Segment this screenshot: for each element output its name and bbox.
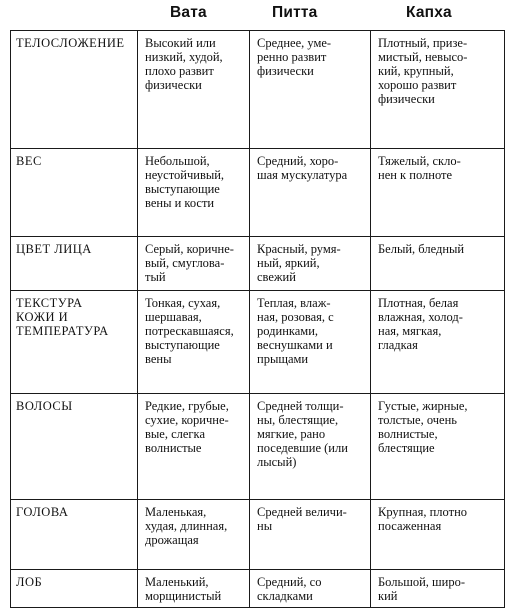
cell-kapha: Плотная, белая влажная, холод- ная, мягкая, гладкая xyxy=(371,291,505,394)
table-row xyxy=(11,500,505,570)
cell-pitta: Теплая, влаж- ная, розовая, с родинками, веснушками и прыщами xyxy=(250,291,371,394)
table-header xyxy=(0,0,508,30)
table-row xyxy=(11,394,505,500)
cell-pitta: Средней величи- ны xyxy=(250,500,371,570)
header-vata: Вата xyxy=(170,4,207,21)
cell-kapha: Белый, бледный xyxy=(371,237,505,291)
cell-vata: Редкие, грубые, сухие, коричне- вые, слегка волнистые xyxy=(138,394,250,500)
cell-kapha: Большой, широ- кий xyxy=(371,570,505,608)
dosha-table xyxy=(10,30,505,608)
row-label: ТЕЛОСЛОЖЕНИЕ xyxy=(11,31,138,149)
table-row xyxy=(11,31,505,149)
cell-pitta: Средний, со складками xyxy=(250,570,371,608)
cell-kapha: Тяжелый, скло- нен к полноте xyxy=(371,149,505,237)
cell-kapha: Густые, жирные, толстые, очень волнистые, блестящие xyxy=(371,394,505,500)
row-label: ТЕКСТУРА КОЖИ И ТЕМПЕРАТУРА xyxy=(11,291,138,394)
table-row xyxy=(11,149,505,237)
row-label: ВОЛОСЫ xyxy=(11,394,138,500)
row-label: ВЕС xyxy=(11,149,138,237)
header-kapha: Капха xyxy=(406,4,452,21)
table-row xyxy=(11,570,505,608)
row-label: ЦВЕТ ЛИЦА xyxy=(11,237,138,291)
cell-vata: Серый, коричне- вый, смуглова- тый xyxy=(138,237,250,291)
table-row xyxy=(11,291,505,394)
cell-kapha: Крупная, плотно посаженная xyxy=(371,500,505,570)
cell-vata: Маленькая, худая, длинная, дрожащая xyxy=(138,500,250,570)
cell-pitta: Средней толщи- ны, блестящие, мягкие, рано поседевшие (или лысый) xyxy=(250,394,371,500)
cell-pitta: Средний, хоро- шая мускулатура xyxy=(250,149,371,237)
cell-pitta: Среднее, уме- ренно развит физически xyxy=(250,31,371,149)
cell-vata: Маленький, морщинистый xyxy=(138,570,250,608)
table-row xyxy=(11,237,505,291)
row-label: ГОЛОВА xyxy=(11,500,138,570)
cell-vata: Небольшой, неустойчивый, выступающие вены и кости xyxy=(138,149,250,237)
cell-vata: Высокий или низкий, худой, плохо развит физически xyxy=(138,31,250,149)
cell-pitta: Красный, румя- ный, яркий, свежий xyxy=(250,237,371,291)
row-label: ЛОБ xyxy=(11,570,138,608)
cell-kapha: Плотный, призе- мистый, невысо- кий, крупный, хорошо развит физически xyxy=(371,31,505,149)
cell-vata: Тонкая, сухая, шершавая, потрескавшаяся, выступающие вены xyxy=(138,291,250,394)
header-pitta: Питта xyxy=(272,4,318,21)
